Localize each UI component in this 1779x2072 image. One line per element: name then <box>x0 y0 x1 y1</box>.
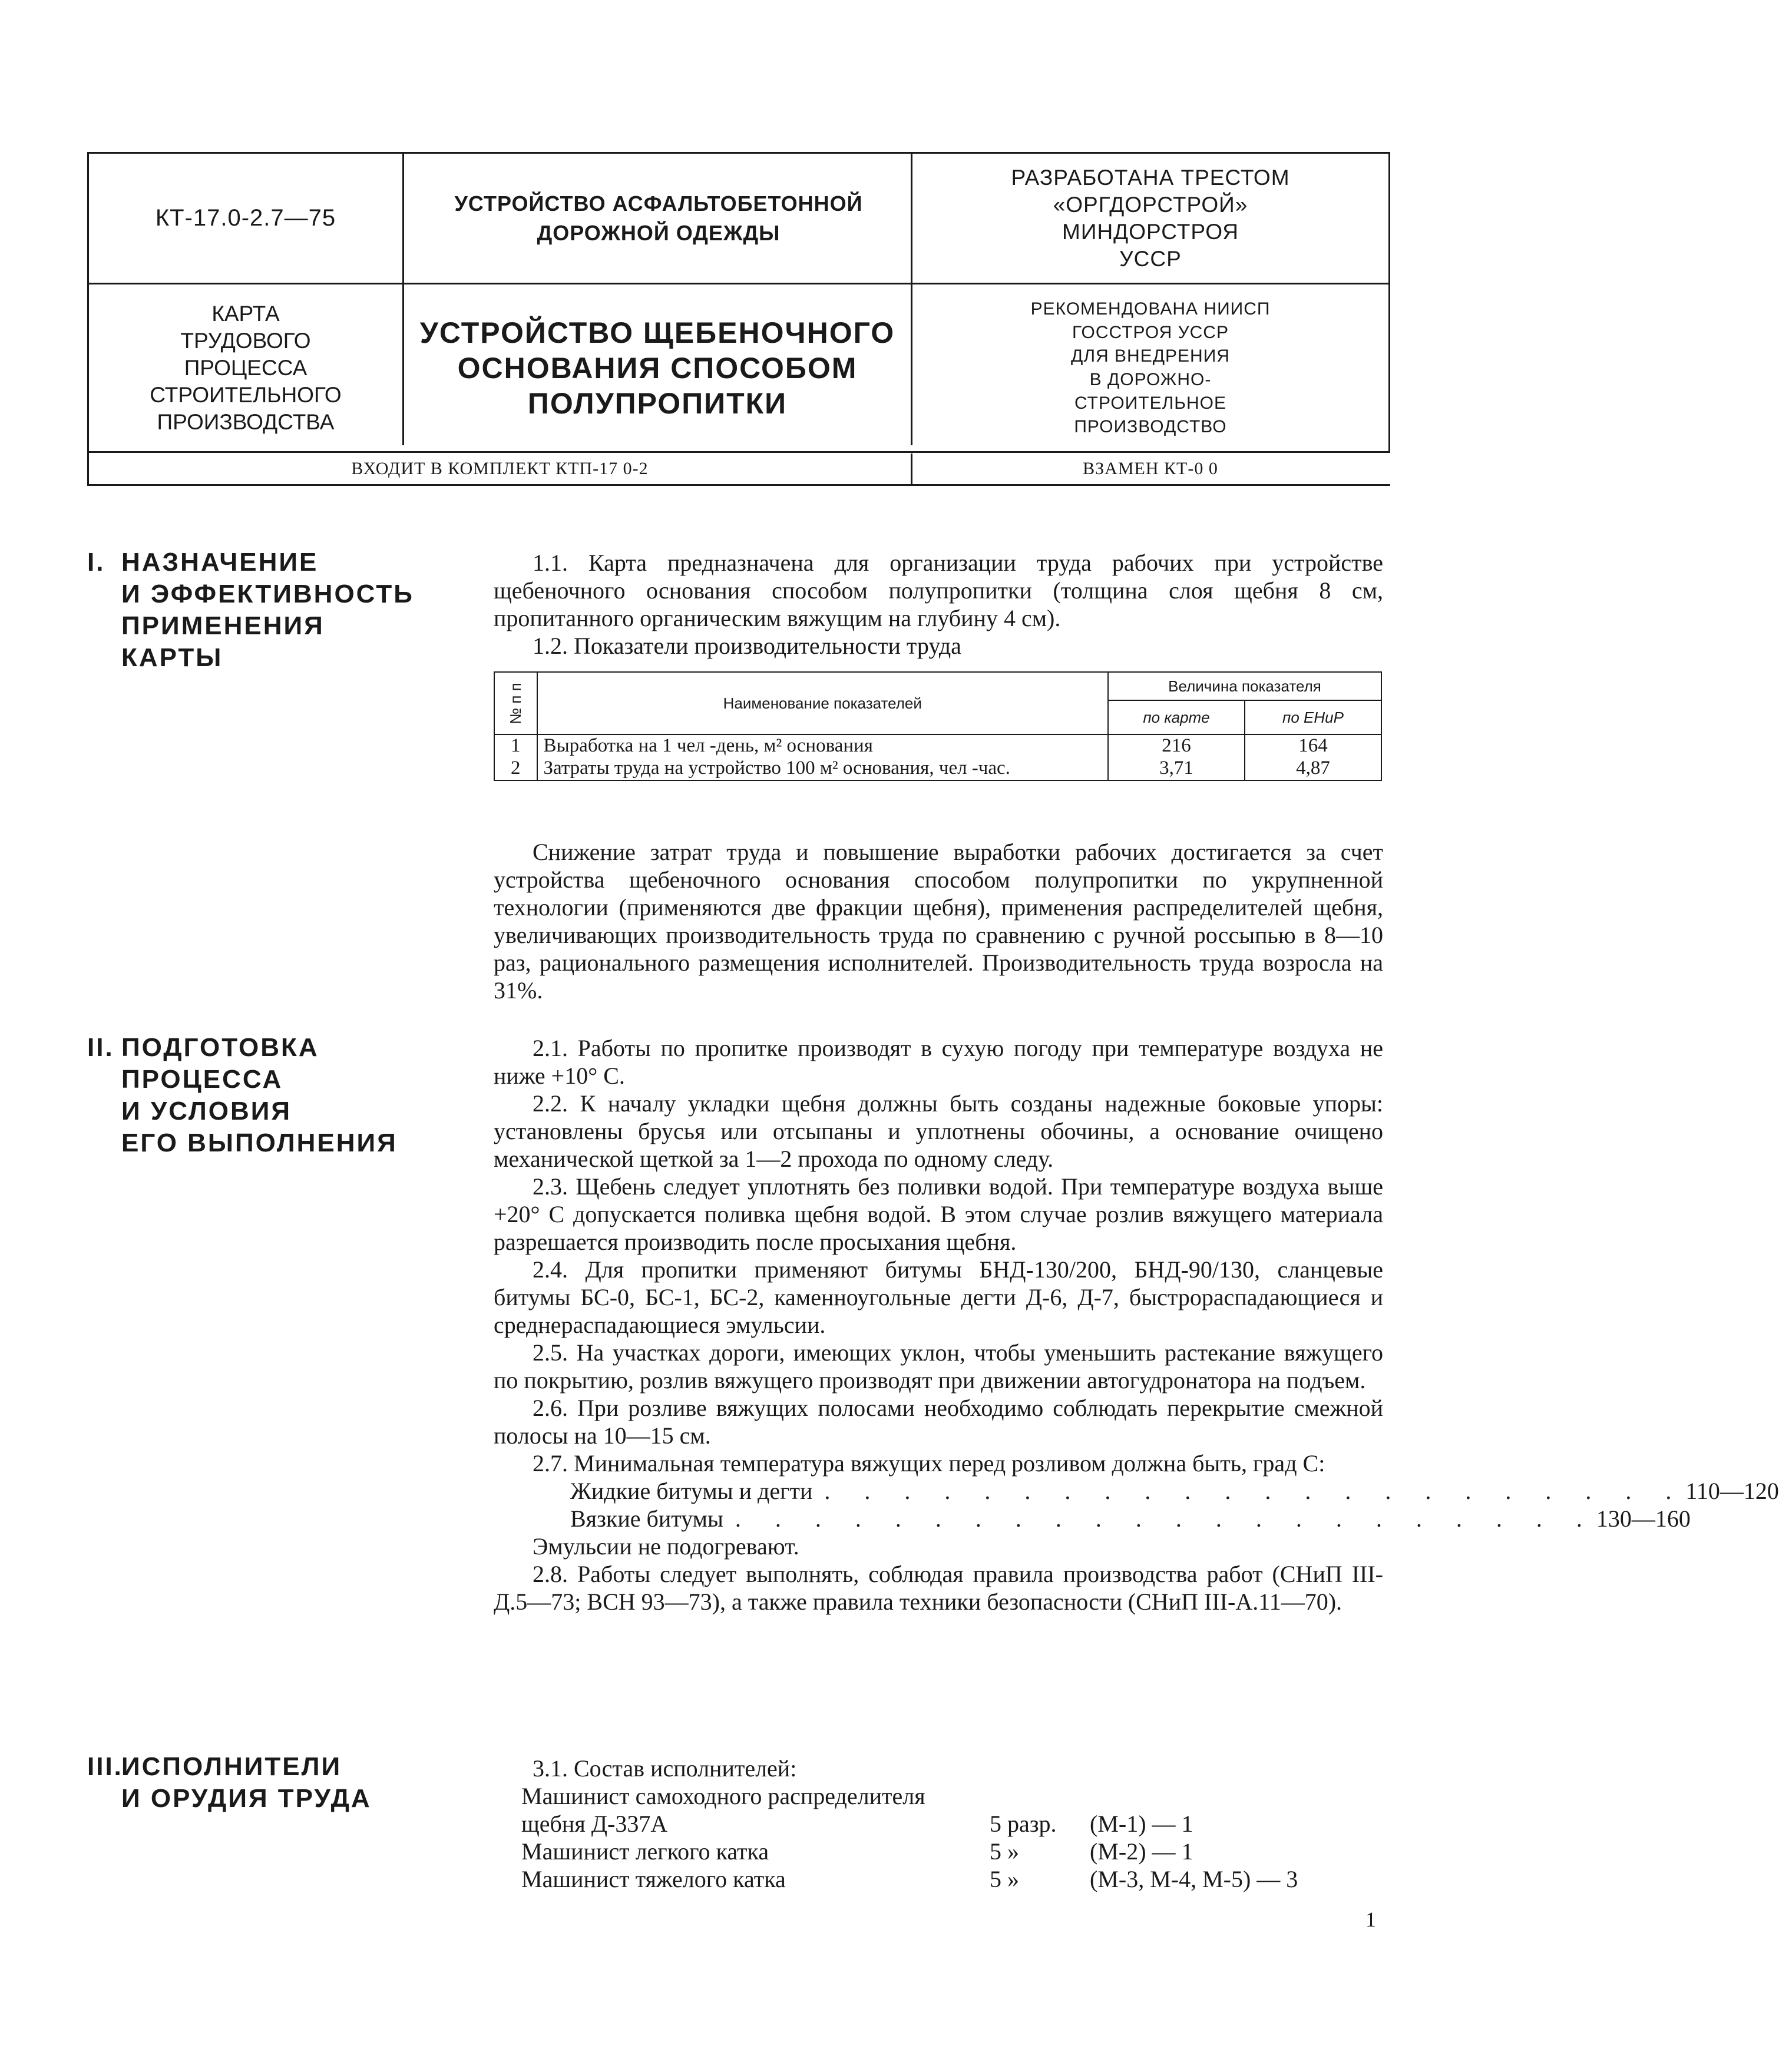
para-3-1: 3.1. Состав исполнителей: <box>533 1755 797 1782</box>
para-1-3: Снижение затрат труда и повышение выработки рабочих достигается за счет устройства щебеночного основания способом полупропитки по укрупненной технологии (применяются две фракции щебня), применения распределителей щебня, увеличивающих производительность труда по сравнению с ручной россыпью в 8—10 раз, рационального размещения исполнителей. Производительность труда возросла на 31%. <box>494 839 1383 1004</box>
table-row: 1 Выработка на 1 чел -день, м² основания 216 164 <box>494 734 1381 757</box>
col-card-header: по карте <box>1108 700 1245 734</box>
para-2-8: 2.8. Работы следует выполнять, соблюдая правила производства работ (СНиП III-Д.5—73; ВСН 93—73), а также правила техники безопасности (СНиП III-А.11—70). <box>494 1561 1383 1615</box>
col-num-header: № п п <box>494 672 537 734</box>
section-1-summary <box>494 838 1383 1004</box>
para-2-7: 2.7. Минимальная температура вяжущих перед розливом должна быть, град С: <box>533 1450 1325 1477</box>
worker-3-codes: (М-3, М-4, М-5) — 3 <box>1090 1866 1298 1892</box>
section-3-text <box>494 1755 1383 1782</box>
worker-1-name: Машинист самоходного распределителя щебня Д-337А <box>521 1783 925 1837</box>
temperature-list <box>494 1477 1779 1533</box>
recommended-by: РЕКОМЕНДОВАНА НИИСП ГОССТРОЯ УССР ДЛЯ ВНЕДРЕНИЯ В ДОРОЖНО- СТРОИТЕЛЬНОЕ ПРОИЗВОДСТВО <box>1030 299 1271 436</box>
para-1-2: 1.2. Показатели производительности труда <box>533 633 961 659</box>
section-2-text <box>494 1034 1779 1616</box>
worker-2-codes: (М-2) — 1 <box>1090 1838 1193 1865</box>
temperature-item: Жидкие битумы и дегти . . . . . . . . . . . . . . . . . . . . . . 110—120 <box>570 1478 1779 1504</box>
page-number: 1 <box>1365 1908 1376 1931</box>
para-2-2: 2.2. К началу укладки щебня должны быть созданы надежные боковые упоры: установлены брусья или отсыпаны и уплотнены обочины, а основание очищено механической щеткой за 1—2 прохода по одному следу. <box>494 1090 1383 1172</box>
header-block <box>87 152 1390 485</box>
para-2-3: 2.3. Щебень следует уплотнять без поливки водой. При температуре воздуха выше +20° С допускается поливка щебня водой. В этом случае розлив вяжущего материала разрешается производить после просыхания щебня. <box>494 1173 1383 1255</box>
table-row: 2 Затраты труда на устройство 100 м² основания, чел -час. 3,71 4,87 <box>494 757 1381 780</box>
worker-1-grade: 5 разр. <box>990 1810 1057 1837</box>
temperature-item: Вязкие битумы . . . . . . . . . . . . . . . . . . . . . . 130—160 <box>570 1505 1691 1532</box>
developed-by: РАЗРАБОТАНА ТРЕСТОМ «ОРГДОРСТРОЙ» МИНДОРСТРОЯ УССР <box>1011 165 1290 271</box>
para-1-1: 1.1. Карта предназначена для организации труда рабочих при устройстве щебеночного основания способом полупропитки (толщина слоя щебня 8 см, пропитанного органическим вяжущим на глубину 4 см). <box>494 550 1383 631</box>
worker-3-name: Машинист тяжелого катка <box>521 1866 786 1892</box>
para-2-4: 2.4. Для пропитки применяют битумы БНД-130/200, БНД-90/130, сланцевые битумы БС-0, БС-1, БС-2, каменноугольные дегти Д-6, Д-7, быстрораспадающиеся и среднераспадающиеся эмульсии. <box>494 1256 1383 1338</box>
card-type: КАРТА ТРУДОВОГО ПРОЦЕССА СТРОИТЕЛЬНОГО ПРОИЗВОДСТВА <box>150 301 342 434</box>
col-enir-header: по ЕНиР <box>1245 700 1381 734</box>
worker-3-grade: 5 » <box>990 1866 1019 1892</box>
para-2-6: 2.6. При розливе вяжущих полосами необходимо соблюдать перекрытие смежной полосы на 10—15 см. <box>494 1395 1383 1449</box>
section-title: УСТРОЙСТВО АСФАЛЬТОБЕТОННОЙ ДОРОЖНОЙ ОДЕЖДЫ <box>454 191 863 245</box>
para-2-5: 2.5. На участках дороги, имеющих уклон, чтобы уменьшить растекание вяжущего по покрытию, розлив вяжущего производят при движении автогудронатора на подъем. <box>494 1339 1383 1394</box>
section-2-heading: II. ПОДГОТОВКА ПРОЦЕССА И УСЛОВИЯ ЕГО ВЫПОЛНЕНИЯ <box>87 1033 398 1157</box>
worker-1-codes: (М-1) — 1 <box>1090 1810 1193 1837</box>
worker-2-grade: 5 » <box>990 1838 1019 1865</box>
col-name-header: Наименование показателей <box>537 672 1109 734</box>
replaces: ВЗАМЕН КТ-0 0 <box>1083 458 1218 478</box>
section-1-text <box>494 549 1383 660</box>
included-in: ВХОДИТ В КОМПЛЕКТ КТП-17 0-2 <box>351 458 649 478</box>
performance-table <box>494 671 1382 781</box>
worker-2-name: Машинист легкого катка <box>521 1838 769 1865</box>
col-value-header: Величина показателя <box>1108 672 1381 700</box>
document-code: КТ-17.0-2.7—75 <box>155 205 336 231</box>
main-title: УСТРОЙСТВО ЩЕБЕНОЧНОГО ОСНОВАНИЯ СПОСОБОМ ПОЛУПРОПИТКИ <box>419 316 895 420</box>
section-1-heading: I. НАЗНАЧЕНИЕ И ЭФФЕКТИВНОСТЬ ПРИМЕНЕНИЯ КАРТЫ <box>87 548 414 672</box>
section-3-heading: III.ИСПОЛНИТЕЛИ И ОРУДИЯ ТРУДА <box>87 1752 372 1813</box>
para-2-1: 2.1. Работы по пропитке производят в сухую погоду при температуре воздуха не ниже +10° С. <box>494 1035 1383 1089</box>
para-2-7-note: Эмульсии не подогревают. <box>533 1533 799 1560</box>
